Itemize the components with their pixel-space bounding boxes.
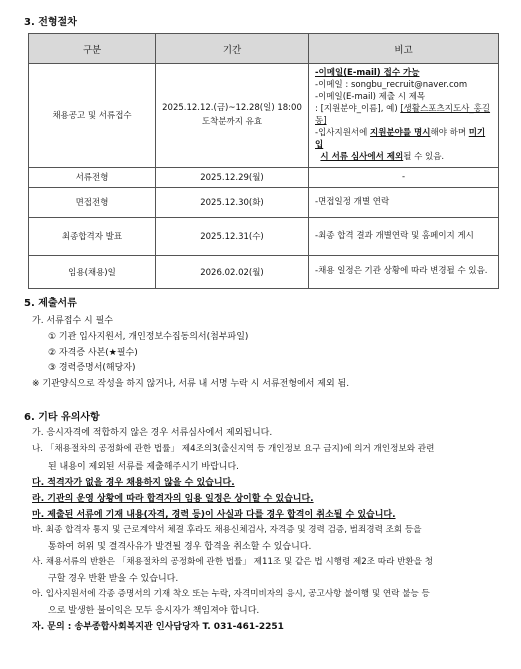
stage-cell: 채용공고 및 서류접수 — [29, 64, 156, 168]
note-warning — [315, 127, 492, 151]
note-cell: - — [309, 167, 499, 187]
note-cell: -최종 합격 결과 개별연락 및 홈페이지 게시 — [309, 217, 499, 255]
notice-na-1: 나. 「채용절차의 공정화에 관한 법률」 제4조의3(출신지역 등 개인정보 요구 금지)에 의거 개인정보와 관련 — [32, 444, 435, 454]
format-prefix: : [지원분야_이름], 예) — [315, 104, 401, 115]
period-line: 2025.12.12.(금)~12.28(일) 18:00 — [162, 102, 302, 113]
section5-doc-3: ③ 경력증명서(해당자) — [48, 363, 136, 373]
stage-cell: 임용(채용)일 — [29, 255, 156, 288]
notice-sa-1: 사. 채용서류의 반환은 「채용절차의 공정화에 관한 법률」 제11조 및 같은 법 시행령 제2조 따라 반환을 청 — [32, 557, 434, 567]
period-line: 도착분까지 유효 — [201, 117, 263, 128]
period-cell: 2025.12.29(월) — [156, 167, 309, 187]
notice-ga: 가. 응시자격에 적합하지 않은 경우 서류심사에서 제외됩니다. — [32, 428, 273, 438]
warning-d: 미기입 — [315, 128, 486, 151]
note-email-title: -이메일(E-mail) 접수 가능 — [315, 68, 420, 78]
notice-sa-2: 구할 경우 반환 받을 수 있습니다. — [48, 574, 179, 584]
warning-a: -입사지원서에 — [315, 128, 371, 139]
section5-doc-2: ② 자격증 사본(★필수) — [48, 348, 138, 358]
section5-title: 5. 제출서류 — [24, 298, 77, 309]
note-cell — [309, 64, 499, 168]
section5-item-a: 가. 서류접수 시 필수 — [32, 316, 113, 326]
notice-ba-1: 바. 최종 합격자 통지 및 근로계약서 체결 후라도 채용신체검사, 자격증 및 경력 검증, 범죄경력 조회 등을 — [32, 525, 422, 535]
warning-c: 해야 하며 — [430, 128, 469, 139]
notice-a-1: 아. 입사지원서에 각종 증명서의 기재 착오 또는 누락, 자격미비자의 응시, 공고사항 불이행 및 연락 불능 등 — [32, 589, 430, 599]
note-email-format — [315, 103, 492, 127]
stage-cell: 최종합격자 발표 — [29, 217, 156, 255]
procedure-table — [28, 33, 499, 289]
table-row — [29, 255, 499, 288]
stage-cell: 서류전형 — [29, 167, 156, 187]
note-cell: -면접일정 개별 연락 — [309, 187, 499, 217]
header-category: 구분 — [29, 34, 156, 64]
format-example: [생활스포츠지도사_홍길동] — [315, 104, 491, 127]
period-cell — [156, 64, 309, 168]
note-warning-cont — [315, 151, 492, 163]
warning-e: 시 서류 심사에서 제외 — [320, 152, 404, 163]
header-note: 비고 — [309, 34, 499, 64]
notice-ra: 라. 기관의 운영 상황에 따라 합격자의 임용 일정은 상이할 수 있습니다. — [32, 494, 314, 504]
section3-title: 3. 전형절차 — [24, 17, 77, 28]
stage-cell: 면접전형 — [29, 187, 156, 217]
warning-f: 될 수 있음. — [403, 152, 445, 163]
period-cell: 2025.12.31(수) — [156, 217, 309, 255]
period-cell: 2026.02.02(월) — [156, 255, 309, 288]
table-row — [29, 167, 499, 187]
header-period: 기간 — [156, 34, 309, 64]
notice-da: 다. 적격자가 없을 경우 채용하지 않을 수 있습니다. — [32, 478, 235, 488]
table-row — [29, 217, 499, 255]
notice-ma: 마. 제출된 서류에 기재 내용(자격, 경력 등)이 사실과 다를 경우 합격이 취소될 수 있습니다. — [32, 510, 396, 520]
warning-b: 지원분야를 명시 — [370, 128, 431, 139]
notice-na-2: 된 내용이 제외된 서류를 제출해주시기 바랍니다. — [48, 462, 240, 472]
note-email-subject: -이메일(E-mail) 제출 시 제목 — [315, 92, 426, 103]
section5-note: ※ 기관양식으로 작성을 하지 않거나, 서류 내 서명 누락 시 서류전형에서 제외 됨. — [32, 379, 350, 389]
table-header-row — [29, 34, 499, 64]
period-cell: 2025.12.30(화) — [156, 187, 309, 217]
section5-doc-1: ① 기관 입사지원서, 개인정보수집동의서(첨부파일) — [48, 332, 249, 342]
table-row — [29, 64, 499, 168]
notice-a-2: 으로 발생한 불이익은 모두 응시자가 책임져야 합니다. — [48, 606, 260, 616]
note-email-address: -이메일 : songbu_recruit@naver.com — [315, 80, 468, 91]
notice-ba-2: 통하여 허위 및 결격사유가 발견될 경우 합격을 취소할 수 있습니다. — [48, 542, 312, 552]
table-row — [29, 187, 499, 217]
note-cell: -채용 일정은 기관 상황에 따라 변경될 수 있음. — [309, 255, 499, 288]
contact-info: 자. 문의 : 송부종합사회복지관 인사담당자 T. 031-461-2251 — [32, 622, 284, 632]
section6-title: 6. 기타 유의사항 — [24, 412, 100, 423]
